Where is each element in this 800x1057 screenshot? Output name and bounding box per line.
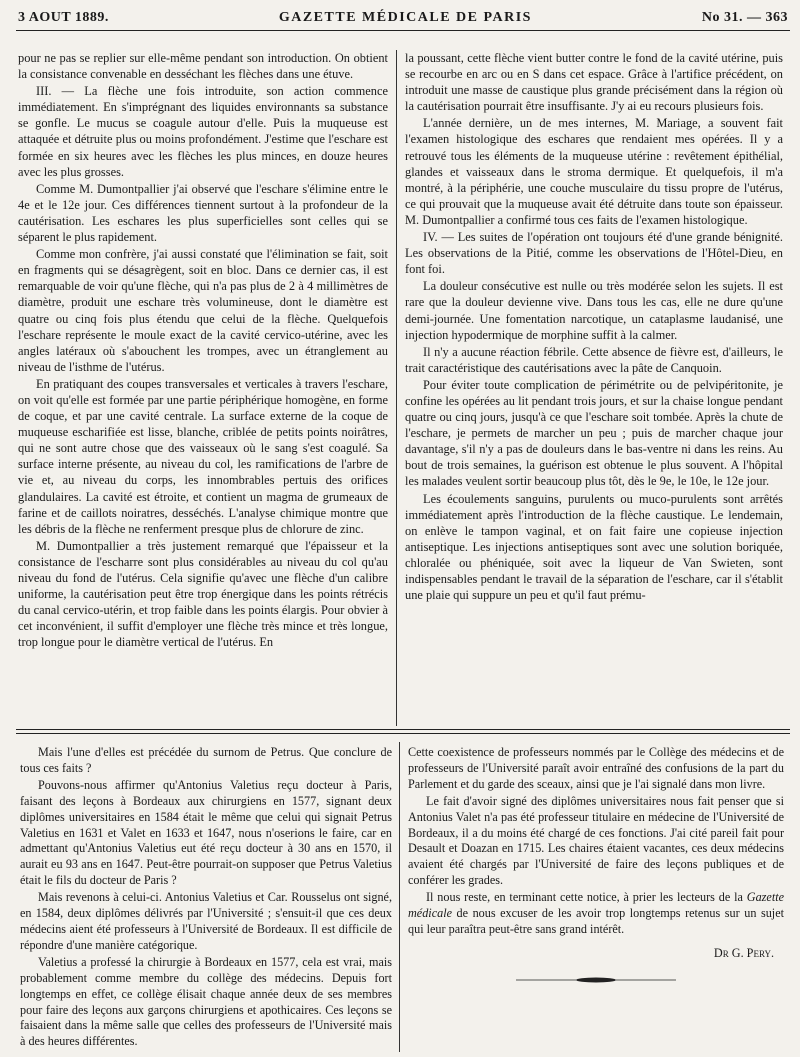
journal-name: Gazette médicale [408, 890, 784, 921]
paragraph: En pratiquant des coupes transversales et verticales à travers l'eschare, on voit qu'elle est formée par une partie périphérique homogène, en forme de coque, et par une cavité centrale. La surface externe de la coque de muqueuse escharifiée est lisse, blanche, criblée de petits points noirâtres, qui ne sont autre chose que des vaisseaux où le sang s'est coagulé. Sa surface interne présente, au niveau du col, les ramifications de l'arbre de vie et, au niveau du corps, les innombrables pertuis des orifices glandulaires. La cavité est étroite, et contient un magma de grumeaux de farine et de caillots noiratres, desséchés. L'analyse chimique montre que les débris de la flèche ne renferment presque plus de chlorure de zinc. [18, 376, 388, 536]
paragraph: IV. — Les suites de l'opération ont toujours été d'une grande bénignité. Les observations de la Pitié, comme les observations de l'Hôtel-Dieu, en font foi. [405, 230, 783, 277]
closing-paragraph: Il nous reste, en terminant cette notice, à prier les lecteurs de la Gazette médicale de nous excuser de les avoir trop longtemps retenus sur un sujet qui leur paraîtra peut-être sans grand intérêt. [408, 890, 784, 936]
paragraph: Pouvons-nous affirmer qu'Antonius Valetius reçu docteur à Paris, faisant des leçons à Bordeaux aux chirurgiens en 1577, signant deux diplômes universitaires en 1584 était le même que celui qui signait Petrus Valetius en 1631 et Valet en 1633 et 1647, nous n'oserions le faire, car en admettant qu'Antonius Valetius eut été reçu docteur à 30 ans en 1570, il aurait eu 93 ans en 1647. Peut-être pourrait-on supposer que Petrus Valetius était le fils du docteur de Paris ? [20, 777, 392, 888]
paragraph: pour ne pas se replier sur elle-même pendant son introduction. On obtient la consistance convenable en desséchant les flèches dans une étuve. [18, 51, 388, 82]
paragraph: Mais revenons à celui-ci. Antonius Valetius et Car. Rousselus ont signé, en 1584, deux diplômes délivrés par l'Université ; s'ensuit-il que ces deux médecins aient été professeurs à l'Université de Bordeaux. Il est difficile de répondre d'une manière catégorique. [20, 890, 392, 952]
header-date: 3 AOUT 1889. [18, 10, 109, 25]
article-column-1 [18, 50, 388, 726]
header-title: GAZETTE MÉDICALE DE PARIS [278, 10, 532, 25]
feuilleton-column-2 [408, 745, 784, 1050]
ornament-divider [408, 974, 784, 990]
header-rule [16, 30, 790, 31]
signature: Dr G. Pery. [713, 945, 774, 960]
ornament-rule-icon [516, 975, 676, 985]
paragraph: III. — La flèche une fois introduite, son action commence immédiatement. En s'imprégnant des liquides environnants sa substance se gonfle. Le mucus se coagule autour d'elle. Puis la muqueuse est attaquée et détruite plus ou moins profondément. J'estime que l'eschare est formée en six heures avec les flèches les plus minces, en douze heures avec les plus grosses. [18, 84, 388, 179]
paragraph: Les écoulements sanguins, purulents ou muco-purulents sont arrêtés immédiatement après l'introduction de la flèche caustique. Le lendemain, on enlève le tampon vaginal, et on fait faire une copieuse injection antiseptique. Les injections antiseptiques sont avec une solution boriquée, chloralée ou phéniquée, soit avec la liqueur de Van Swieten, sont indispensables pendant le travail de la séparation de l'eschare, car il s'établit une plaie qui suppure un peu et qu'il faut prému- [405, 491, 783, 603]
paragraph: Comme M. Dumontpallier j'ai observé que l'eschare s'élimine entre le 4e et le 12e jour. Ces différences tiennent surtout à la profondeur de la cautérisation. Les eschares les plus superficielles sont celles qui se séparent le plus rapidement. [18, 181, 388, 245]
paragraph: Le fait d'avoir signé des diplômes universitaires nous fait penser que si Antonius Valet n'a pas été professeur titulaire en médecine de l'Université de Bordeaux, il a du moins été chargé de ces fonctions. J'ai cité pareil fait pour Desault et Doazan en 1715. Les chaires étaient vacantes, ces deux médecins avaient été chargés par l'Université de faire des leçons publiques et de conférer les grades. [408, 793, 784, 888]
column-divider [396, 50, 397, 726]
paragraph: Comme mon confrère, j'ai aussi constaté que l'élimination se fait, soit en fragments qui se désagrègent, soit en bloc. Dans ce dernier cas, il est remarquable de voir qu'une flèche, qui n'a pas plus de 2 à 4 millimètres de diamètre, produit une eschare très volumineuse, dont le diamètre est quatre ou cinq fois plus étendu que celui de la flèche. Quelquefois l'eschare représente le moule exact de la cavité cervico-utérine, avec les angles latéraux où s'abouchent les trompes, avec un étranglement au niveau de l'isthme de l'utérus. [18, 247, 388, 374]
paragraph: la poussant, cette flèche vient butter contre le fond de la cavité utérine, puis se recourbe en arc ou en S dans cet espace. Grâce à l'artifice précédent, on introduit une masse de caustique plus grande précisément dans la région où la cautérisation pourrait être insuffisante. J'y ai eu recours plusieurs fois. [405, 51, 783, 114]
article-column-2 [405, 50, 783, 726]
paragraph: Valetius a professé la chirurgie à Bordeaux en 1577, cela est vrai, mais probablement comme membre du collège des médecins. Depuis fort longtemps en effet, ce collège élisait chaque année deux de ses membres pour faire des leçons aux garçons chirurgiens et apothicaires. Ces leçons se faisaient dans la même salle que celles des professeurs de l'Université mais à des heures différentes. [20, 954, 392, 1049]
paragraph: Pour éviter toute complication de périmétrite ou de pelvipéritonite, je confine les opérées au lit pendant trois jours, et sur la chaise longue pendant quatre ou cinq jours, jusqu'à ce que l'eschare soit tombée. Après la chute de l'eschare, je permets de marcher un peu ; puis de marcher chaque jour davantage, s'il n'y a pas de douleurs dans le bas-ventre ni dans les reins. Au bout de trois semaines, la guérison est obtenue le plus souvent. A l'hôpital les malades veulent sortir beaucoup plus tôt, dès le 9e, le 10e, le 12e jour. [405, 377, 783, 489]
header-page-number: No 31. — 363 [701, 10, 788, 25]
page-header [18, 6, 788, 30]
column-divider [399, 742, 400, 1052]
paragraph: M. Dumontpallier a très justement remarqué que l'épaisseur et la consistance de l'escharre sont plus considérables au niveau du col qu'au niveau du fond de l'utérus. Cela signifie qu'avec une flèche d'un calibre uniforme, la cautérisation peut être trop énergique dans les points rétrécis du canal cervico-utérin, et trop faible dans les points élargis. Pour obvier à cet inconvénient, il suffit d'employer une flèche très mince et très longue, trop longue pour le diamètre vertical de l'utérus. En [18, 538, 388, 650]
paragraph: L'année dernière, un de mes internes, M. Mariage, a souvent fait l'examen histologique des eschares que rendaient mes opérées. Il y a retrouvé tous les éléments de la muqueuse utérine : revêtement épithélial, glandes et vaisseaux dans le stroma dermique. Et quelquefois, il m'a montré, à la périphérie, une couche musculaire du tissu propre de l'utérus, ce qui prouvait que la muqueuse avait été détruite dans toute son épaisseur. M. Dumontpallier a confirmé tous ces faits de l'examen histologique. [405, 116, 783, 227]
feuilleton-column-1 [20, 745, 392, 1050]
paragraph: Il n'y a aucune réaction fébrile. Cette absence de fièvre est, d'ailleurs, le trait caractéristique des cautérisations avec la pâte de Canquoin. [405, 344, 783, 375]
section-rule-thin [16, 733, 790, 734]
section-rule [16, 729, 790, 730]
paragraph: Cette coexistence de professeurs nommés par le Collège des médecins et de professeurs de l'Université paraît avoir entraîné des confusions de la part du Parlement et du garde des sceaux, ainsi que je l'ai signalé dans mon livre. [408, 745, 784, 791]
paragraph: La douleur consécutive est nulle ou très modérée selon les sujets. Il est rare que la douleur devienne vive. Dans tous les cas, elle ne dure qu'une demi-journée. Une fomentation narcotique, un cataplasme laudanisé, une injection hypodermique de morphine suffit à la calmer. [405, 279, 783, 342]
paragraph: Mais l'une d'elles est précédée du surnom de Petrus. Que conclure de tous ces faits ? [20, 745, 392, 775]
